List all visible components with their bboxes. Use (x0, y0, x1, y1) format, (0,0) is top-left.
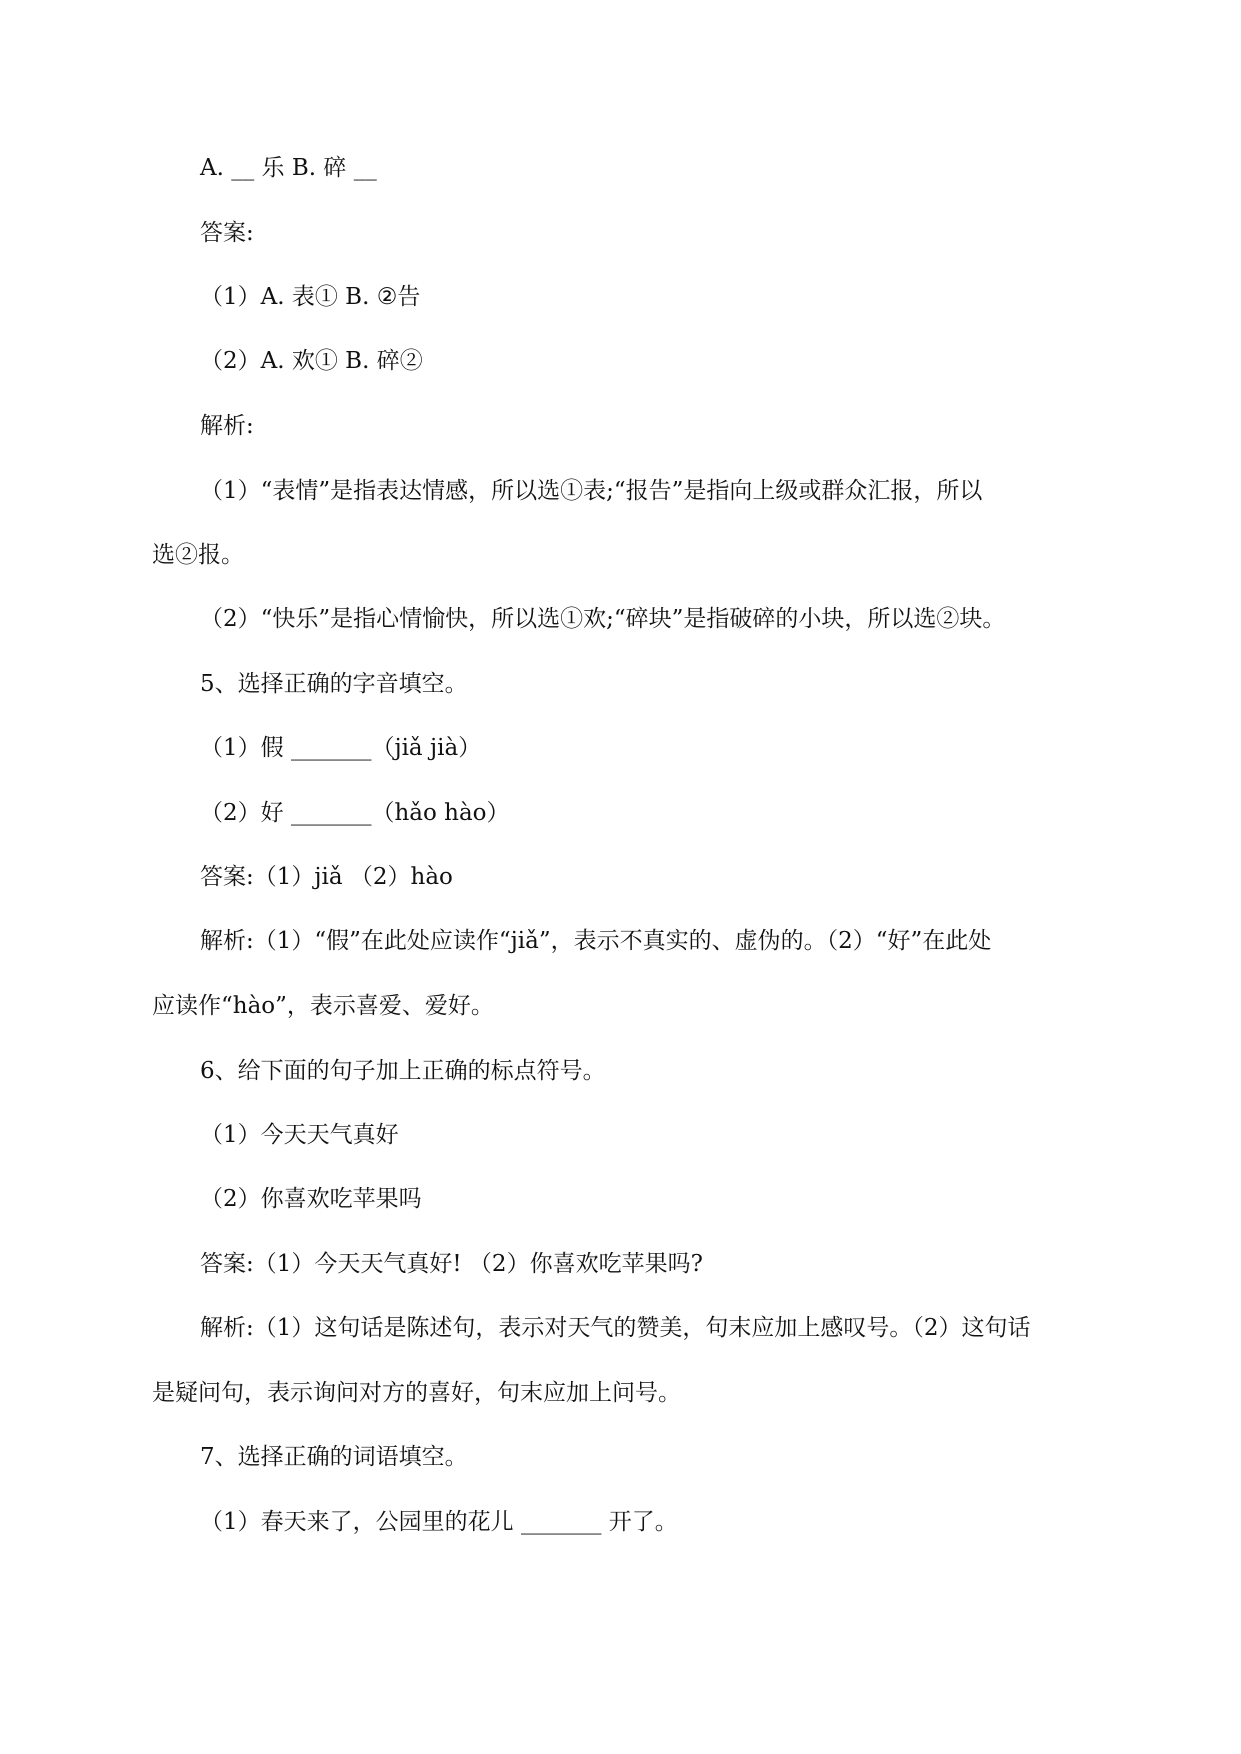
question-7-title: 7、选择正确的词语填空。 (200, 1444, 468, 1470)
question-7-item-1: （1）春天来了，公园里的花儿 _______ 开了。 (200, 1509, 678, 1535)
analysis-item-2: （2）“快乐”是指心情愉快，所以选①欢;“碎块”是指破碎的小块，所以选②块。 (200, 606, 1006, 632)
answer-item-1: （1）A. 表① B. ②告 (200, 284, 421, 310)
question-5-answer: 答案:（1）jiǎ （2）hào (200, 864, 453, 890)
question-6-analysis-continued: 是疑问句，表示询问对方的喜好，句末应加上问号。 (152, 1380, 681, 1406)
question-5-item-1: （1）假 _______（jiǎ jià） (200, 735, 482, 761)
option-line-a-b: A. __ 乐 B. 碎 __ (200, 155, 377, 181)
analysis-heading: 解析: (200, 413, 254, 439)
answer-heading: 答案: (200, 220, 254, 246)
question-5-item-2: （2）好 _______（hǎo hào） (200, 800, 510, 826)
question-6-item-2: （2）你喜欢吃苹果吗 (200, 1186, 422, 1212)
question-6-answer: 答案:（1）今天天气真好! （2）你喜欢吃苹果吗? (200, 1251, 703, 1277)
question-5-title: 5、选择正确的字音填空。 (200, 671, 468, 697)
analysis-item-1: （1）“表情”是指表达情感，所以选①表;“报告”是指向上级或群众汇报，所以 (200, 478, 983, 504)
question-6-item-1: （1）今天天气真好 (200, 1122, 399, 1148)
question-6-analysis: 解析:（1）这句话是陈述句，表示对天气的赞美，句末应加上感叹号。（2）这句话 (200, 1315, 1031, 1341)
answer-item-2: （2）A. 欢① B. 碎② (200, 348, 423, 374)
question-5-analysis: 解析:（1）“假”在此处应读作“jiǎ”，表示不真实的、虚伪的。（2）“好”在此处 (200, 928, 992, 954)
question-6-title: 6、给下面的句子加上正确的标点符号。 (200, 1058, 606, 1084)
analysis-item-1-continued: 选②报。 (152, 542, 244, 568)
question-5-analysis-continued: 应读作“hào”，表示喜爱、爱好。 (152, 993, 494, 1019)
